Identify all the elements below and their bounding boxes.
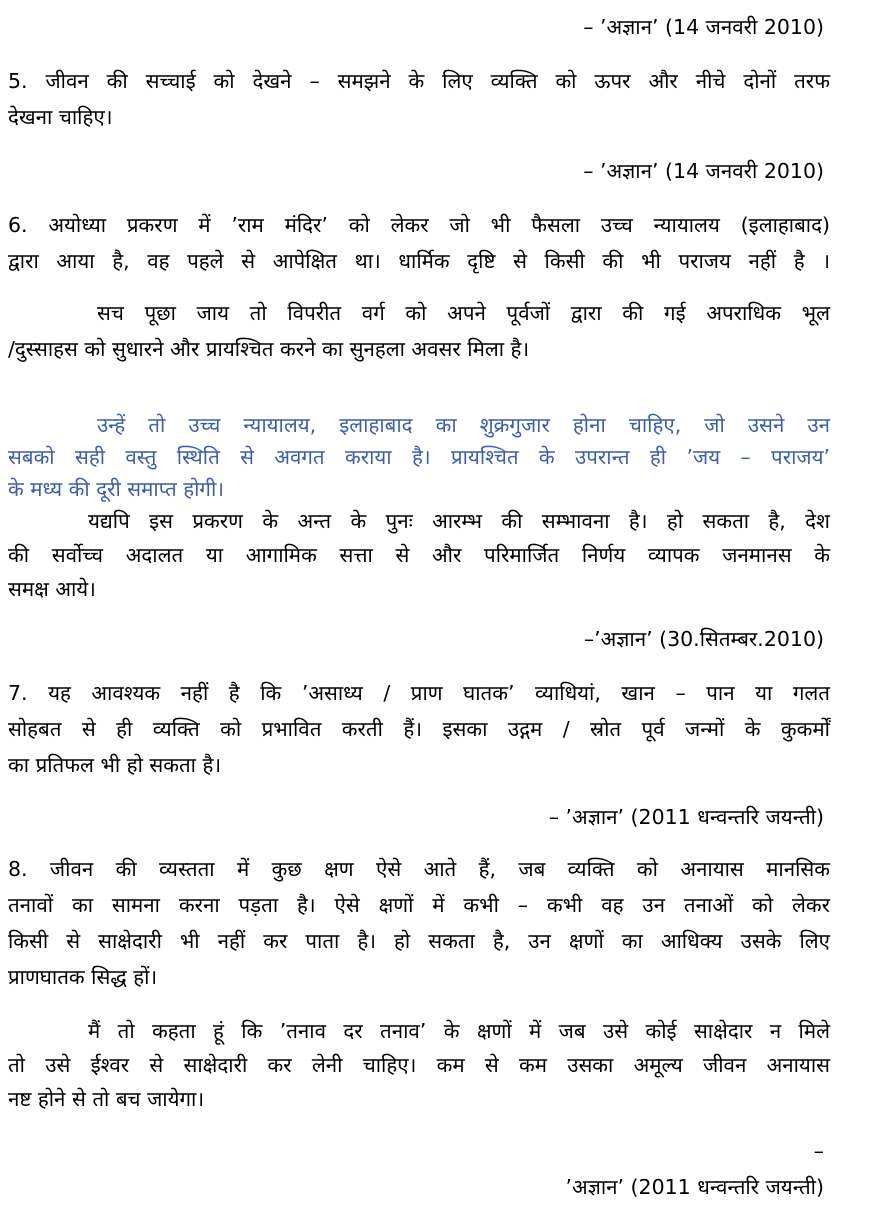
entry-8-para2-line-1: मैं तो कहता हूं कि ’तनाव दर तनाव’ के क्षणों में जब उसे कोई साक्षेदार न मिले xyxy=(88,1019,830,1043)
entry-7-line-3: का प्रतिफल भी हो सकता है। xyxy=(8,753,222,777)
entry-6-para3-line-1: उन्हें तो उच्च न्यायालय, इलाहाबाद का शुक्रगुजार होना चाहिए, जो उसने उन xyxy=(97,413,830,437)
entry-7-line-1: 7. यह आवश्यक नहीं है कि ’असाध्य / प्राण घातक’ व्याधियां, खान – पान या गलत xyxy=(8,681,830,705)
entry-6-para4-line-1: यद्यपि इस प्रकरण के अन्त के पुनः आरम्भ की सम्भावना है। हो सकता है, देश xyxy=(88,509,830,533)
entry-6-para2-line-2: /दुस्साहस को सुधारने और प्रायश्चित करने का सुनहला अवसर मिला है। xyxy=(8,337,530,361)
entry-6-para3-line-2: सबको सही वस्तु स्थिति से अवगत कराया है। प्रायश्चित के उपरान्त ही ’जय – पराजय’ xyxy=(8,445,830,469)
entry-8-line-2: तनावों का सामना करना पड़ता है। ऐसे क्षणों में कभी – कभी वह उन तनाओं को लेकर xyxy=(8,893,830,917)
entry-8-para2-line-3: नष्ट होने से तो बच जायेगा। xyxy=(8,1087,205,1111)
attribution-1: – ’अज्ञान’ (14 जनवरी 2010) xyxy=(583,15,824,39)
entry-5-line-2: देखना चाहिए। xyxy=(8,105,113,129)
entry-6-line-2: द्वारा आया है, वह पहले से आपेक्षित था। धार्मिक दृष्टि से किसी की भी पराजय नहीं है । xyxy=(8,249,830,273)
attribution-3: –’अज्ञान’ (30.सितम्बर.2010) xyxy=(583,627,824,651)
entry-6-line-1: 6. अयोध्या प्रकरण में ’राम मंदिर’ को लेकर जो भी फैसला उच्च न्यायालय (इलाहाबाद) xyxy=(8,213,830,237)
attribution-5: ’अज्ञान’ (2011 धन्वन्तरि जयन्ती) xyxy=(565,1175,824,1199)
entry-6-para4-line-2: की सर्वोच्च अदालत या आगामिक सत्ता से और परिमार्जित निर्णय व्यापक जनमानस के xyxy=(8,543,830,567)
entry-6-para4-line-3: समक्ष आये। xyxy=(8,577,96,601)
entry-8-line-4: प्राणघातक सिद्ध हों। xyxy=(8,965,158,989)
entry-8-line-3: किसी से साक्षेदारी भी नहीं कर पाता है। हो सकता है, उन क्षणों का आधिक्य उसके लिए xyxy=(8,929,830,953)
entry-5-line-1: 5. जीवन की सच्चाई को देखने – समझने के लिए व्यक्ति को ऊपर और नीचे दोनों तरफ xyxy=(8,69,830,93)
entry-8-para2-line-2: तो उसे ईश्वर से साक्षेदारी कर लेनी चाहिए। कम से कम उसका अमूल्य जीवन अनायास xyxy=(8,1053,830,1077)
attribution-dash: – xyxy=(813,1139,824,1163)
entry-6-para2-line-1: सच पूछा जाय तो विपरीत वर्ग को अपने पूर्वजों द्वारा की गई अपराधिक भूल xyxy=(97,301,830,325)
entry-6-para3-line-3: के मध्य की दूरी समाप्त होगी। xyxy=(8,477,225,501)
attribution-2: – ’अज्ञान’ (14 जनवरी 2010) xyxy=(583,159,824,183)
entry-8-line-1: 8. जीवन की व्यस्तता में कुछ क्षण ऐसे आते हैं, जब व्यक्ति को अनायास मानसिक xyxy=(8,857,830,881)
entry-7-line-2: सोहबत से ही व्यक्ति को प्रभावित करती हैं। इसका उद्गम / स्रोत पूर्व जन्मों के कुकर्मों xyxy=(8,717,830,741)
attribution-4: – ’अज्ञान’ (2011 धन्वन्तरि जयन्ती) xyxy=(548,805,824,829)
